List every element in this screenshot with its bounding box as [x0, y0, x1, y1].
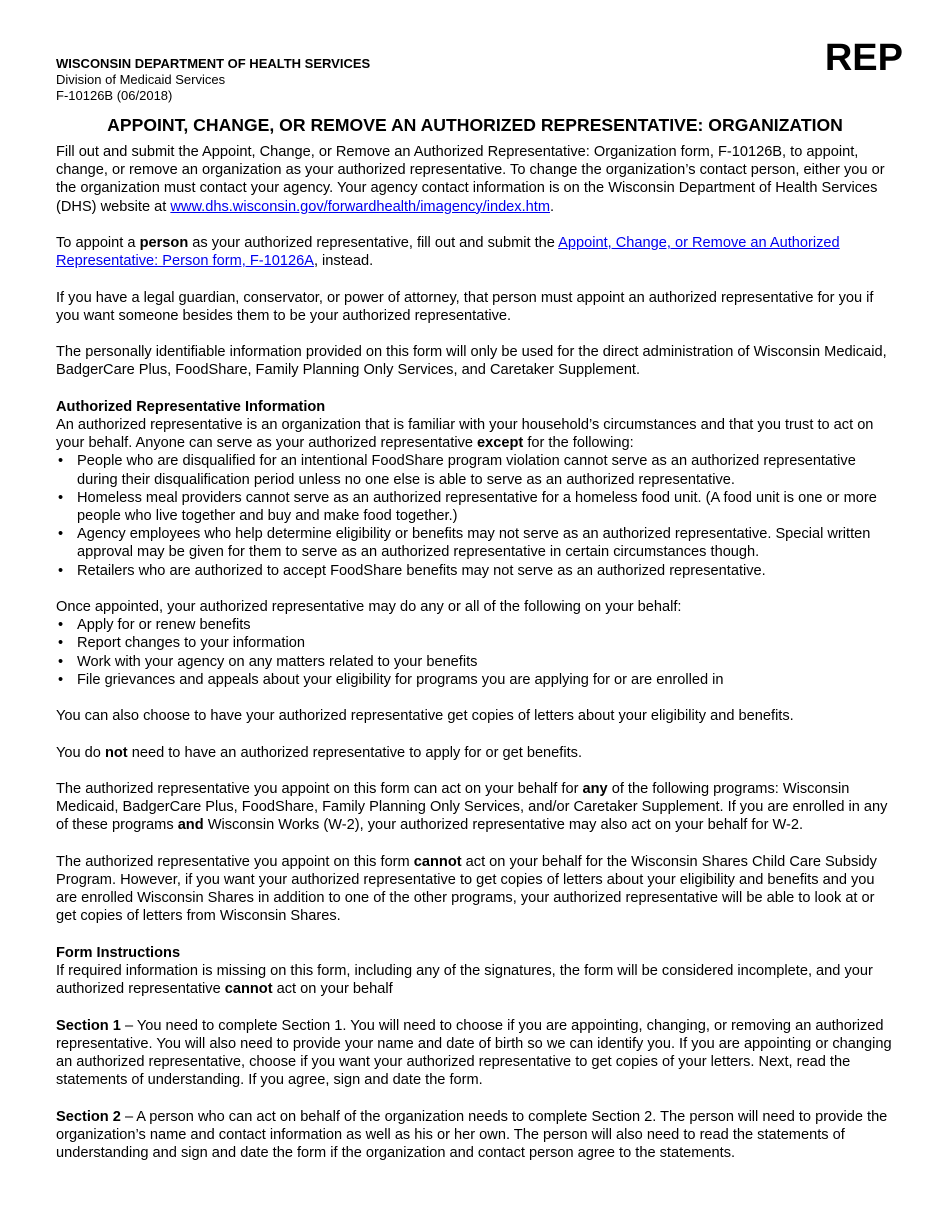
exceptions-list	[56, 452, 894, 579]
list-item: • Retailers who are authorized to accept FoodShare benefits may not serve as an authorized representative.	[56, 562, 894, 580]
form-body	[56, 143, 894, 1180]
ar-info-heading: Authorized Representative Information	[56, 398, 326, 415]
agency-header	[56, 56, 370, 104]
duties-intro: Once appointed, your authorized representative may do any or all of the following on your behalf:	[56, 599, 682, 615]
instructions-text: If required information is missing on this form, including any of the signatures, the form will be considered incomplete, and your authorized representative cannot act on your behalf	[56, 962, 873, 998]
division-name: Division of Medicaid Services	[56, 72, 226, 87]
agency-name: WISCONSIN DEPARTMENT OF HEALTH SERVICES	[56, 56, 371, 71]
section-1-instructions: Section 1 – You need to complete Section 1. You will need to choose if you are appointing, changing, or removing an authorized representative. You will also need to provide your name and date of birth so we can identify you. If you are appointing or changing an authorized representative, choose if you want your authorized representative to get copies of your letters. Next, read the statements of understanding. If you agree, sign and date the form.	[56, 1017, 892, 1089]
section-2-instructions: Section 2 – A person who can act on behalf of the organization needs to complete Section 2. The person will need to provide the organization’s name and contact information as well as his or her own. The person will also need to read the statements of understanding and sign and date the form if the organization and contact person agree to the statements.	[56, 1108, 888, 1161]
list-item: • Work with your agency on any matters related to your benefits	[56, 653, 894, 671]
intro-paragraph-4: The personally identifiable information provided on this form will only be used for the direct administration of Wisconsin Medicaid, BadgerCare Plus, FoodShare, Family Planning Only Services, and Caretaker Supplement.	[56, 344, 887, 379]
list-item: • Apply for or renew benefits	[56, 616, 894, 634]
wisconsin-shares-paragraph: The authorized representative you appoint on this form cannot act on your behalf for the Wisconsin Shares Child Care Subsidy Program. However, if you want your authorized representative to get copies of letters about your eligibility and benefits and you are enrolled Wisconsin Shares in addition to one of the other programs, your authorized representative will be able to look at or get copies of letters from Wisconsin Shares.	[56, 853, 877, 925]
form-code: REP	[824, 37, 903, 79]
person-form-link[interactable]: Appoint, Change, or Remove an Authorized Representative: Person form, F-10126A	[56, 235, 840, 270]
form-number: F-10126B (06/2018)	[56, 88, 173, 103]
not-required-paragraph: You do not need to have an authorized representative to apply for or get benefits.	[56, 744, 582, 761]
intro-paragraph-3: If you have a legal guardian, conservator, or power of attorney, that person must appoint an authorized representative for you if you want someone besides them to be your authorized representative.	[56, 289, 874, 324]
list-item: • Agency employees who help determine eligibility or benefits may not serve as an authorized representative. Special written approval may be given for them to serve as an authorized representative in certain circumstances though.	[56, 525, 894, 561]
page-title: APPOINT, CHANGE, OR REMOVE AN AUTHORIZED REPRESENTATIVE: ORGANIZATION	[107, 115, 843, 135]
list-item: • Report changes to your information	[56, 634, 894, 652]
list-item: • People who are disqualified for an intentional FoodShare program violation cannot serve as an authorized representative during their disqualification period unless no one else is able to serve as an authorized representative.	[56, 452, 894, 488]
copies-paragraph: You can also choose to have your authorized representative get copies of letters about your eligibility and benefits.	[56, 708, 794, 725]
intro-paragraph-2: To appoint a person as your authorized representative, fill out and submit the Appoint, Change, or Remove an Authorized Representative: Person form, F-10126A, instead.	[56, 235, 840, 270]
instructions-heading: Form Instructions	[56, 944, 181, 961]
ar-info-text: An authorized representative is an organization that is familiar with your household’s circumstances and that you trust to act on your behalf. Anyone can serve as your authorized representative except for the following:	[56, 416, 874, 452]
programs-paragraph: The authorized representative you appoint on this form can act on your behalf for any of the following programs: Wisconsin Medicaid, BadgerCare Plus, FoodShare, Family Planning Only Services, and/or Caretaker Supplement. If you are enrolled in any of these programs and Wisconsin Works (W-2), your authorized representative may also act on your behalf for W-2.	[56, 780, 888, 834]
intro-paragraph-1: Fill out and submit the Appoint, Change, or Remove an Authorized Representative: Organization form, F-10126B, to appoint, change, or remove an organization as your authorized representative. To change the organization’s contact person, either you or the organization must contact your agency. Your agency contact information is on the Wisconsin Department of Health Services (DHS) website at www.dhs.wisconsin.gov/forwardhealth/imagency/index.htm.	[56, 144, 885, 215]
list-item: • Homeless meal providers cannot serve as an authorized representative for a homeless food unit. (A food unit is one or more people who live together and buy and make food together.)	[56, 489, 894, 525]
duties-list	[56, 616, 894, 689]
list-item: • File grievances and appeals about your eligibility for programs you are applying for or are enrolled in	[56, 671, 894, 689]
agency-website-link[interactable]: www.dhs.wisconsin.gov/forwardhealth/imagency/index.htm	[170, 198, 550, 215]
